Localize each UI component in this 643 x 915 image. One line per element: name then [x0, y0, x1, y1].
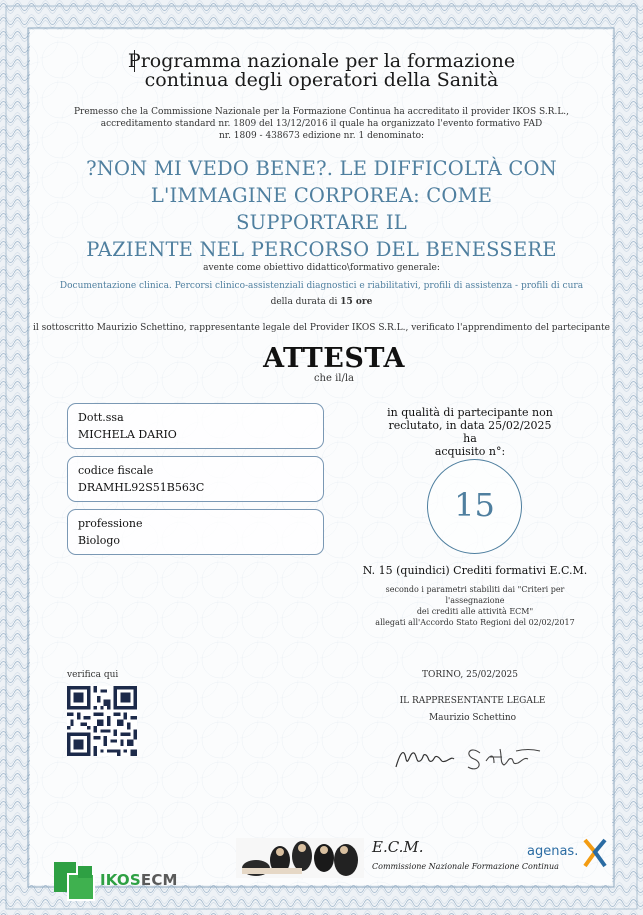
- place-date: TORINO, 25/02/2025: [421, 670, 519, 680]
- duration-value: 15 ore: [340, 297, 373, 307]
- agenas-mark-icon: [583, 838, 607, 868]
- qr-code[interactable]: [67, 686, 137, 756]
- course-title-line-3: PAZIENTE NEL PERCORSO DEL BENESSERE: [86, 238, 557, 261]
- fiscal-code-label: codice fiscale: [78, 464, 154, 477]
- fiscal-code-value: DRAMHL92S51B563C: [78, 481, 205, 494]
- participant-title: Dott.ssa: [78, 411, 124, 424]
- legal-rep-role: IL RAPPRESENTANTE LEGALE: [399, 696, 546, 706]
- profession-value: Biologo: [78, 534, 121, 547]
- course-title-line-1: ?NON MI VEDO BENE?. LE DIFFICOLTÀ CON: [86, 157, 557, 180]
- qualification-line-2: reclutato, in data 25/02/2025 ha: [388, 419, 552, 445]
- qualification-line-1: in qualità di partecipante non: [387, 406, 553, 419]
- title-line-1: Programma nazionale per la formazione: [127, 50, 516, 72]
- agenas-logo: [527, 838, 607, 870]
- attesta-subtitle: che il/la: [313, 373, 355, 384]
- credits-circle: [427, 459, 522, 554]
- ikos-ecm-wordmark: [100, 871, 178, 889]
- objective-value: Documentazione clinica. Percorsi clinico-assistenziali diagnostici e riabilitativi, profili di assistenza - profili di cura: [59, 281, 584, 291]
- credits-text: N. 15 (quindici) Crediti formativi E.C.M.: [362, 564, 588, 577]
- qualification-line-3: acquisito n°:: [434, 445, 506, 458]
- anatomy-lesson-painting-icon: [236, 838, 364, 878]
- criteria-line-4: allegati all'Accordo Stato Regioni del 02/02/2017: [375, 618, 575, 627]
- qualification-text: [380, 406, 560, 458]
- duration: [60, 296, 583, 308]
- ikos-ecm-logo: [52, 858, 187, 906]
- handwritten-signature: [390, 733, 560, 775]
- premise-line-2: accreditamento standard nr. 1809 del 13/12/2016 il quale ha organizzato l'evento formativo FAD: [100, 119, 543, 129]
- objective-label: avente come obiettivo didattico\formativo generale:: [203, 263, 440, 273]
- attesta-heading: ATTESTA: [263, 343, 405, 374]
- ikos-mark-icon: [52, 858, 100, 906]
- premise-line-1: Premesso che la Commissione Nazionale per la Formazione Continua ha accreditato il provider IKOS S.R.L.,: [73, 107, 570, 117]
- ikos-prefix: IKOS: [100, 871, 141, 889]
- undersigned-statement: il sottoscritto Maurizio Schettino, rappresentante legale del Provider IKOS S.R.L., verificato l'apprendimento del partecipante: [33, 323, 610, 333]
- page-title: [40, 52, 603, 90]
- credits-number: 15: [454, 486, 495, 524]
- criteria-line-2: l'assegnazione: [445, 596, 505, 605]
- participant-name-box: [67, 403, 324, 449]
- verify-label: verifica qui: [67, 670, 119, 680]
- course-title: [80, 155, 563, 263]
- ecm-title: E.C.M.: [372, 838, 424, 856]
- premise-line-3: nr. 1809 - 438673 edizione nr. 1 denominato:: [218, 131, 425, 141]
- participant-name: MICHELA DARIO: [78, 428, 177, 441]
- criteria-line-1: secondo i parametri stabiliti dai "Criteri per: [385, 585, 565, 594]
- agenas-wordmark: agenas.: [527, 844, 579, 859]
- premise-text: [60, 106, 583, 142]
- criteria-line-3: dei crediti alle attività ECM": [416, 607, 534, 616]
- ikos-suffix: ECM: [140, 871, 178, 889]
- course-title-line-2: L'IMMAGINE CORPOREA: COME SUPPORTARE IL: [150, 184, 493, 234]
- title-line-2: continua degli operatori della Sanità: [144, 69, 499, 91]
- profession-box: [67, 509, 324, 555]
- ecm-subtitle: Commissione Nazionale Formazione Continua: [372, 862, 559, 871]
- credits-criteria: [370, 584, 580, 628]
- profession-label: professione: [78, 517, 143, 530]
- legal-rep-name: Maurizio Schettino: [428, 713, 517, 723]
- fiscal-code-box: [67, 456, 324, 502]
- duration-prefix: della durata di: [270, 297, 338, 307]
